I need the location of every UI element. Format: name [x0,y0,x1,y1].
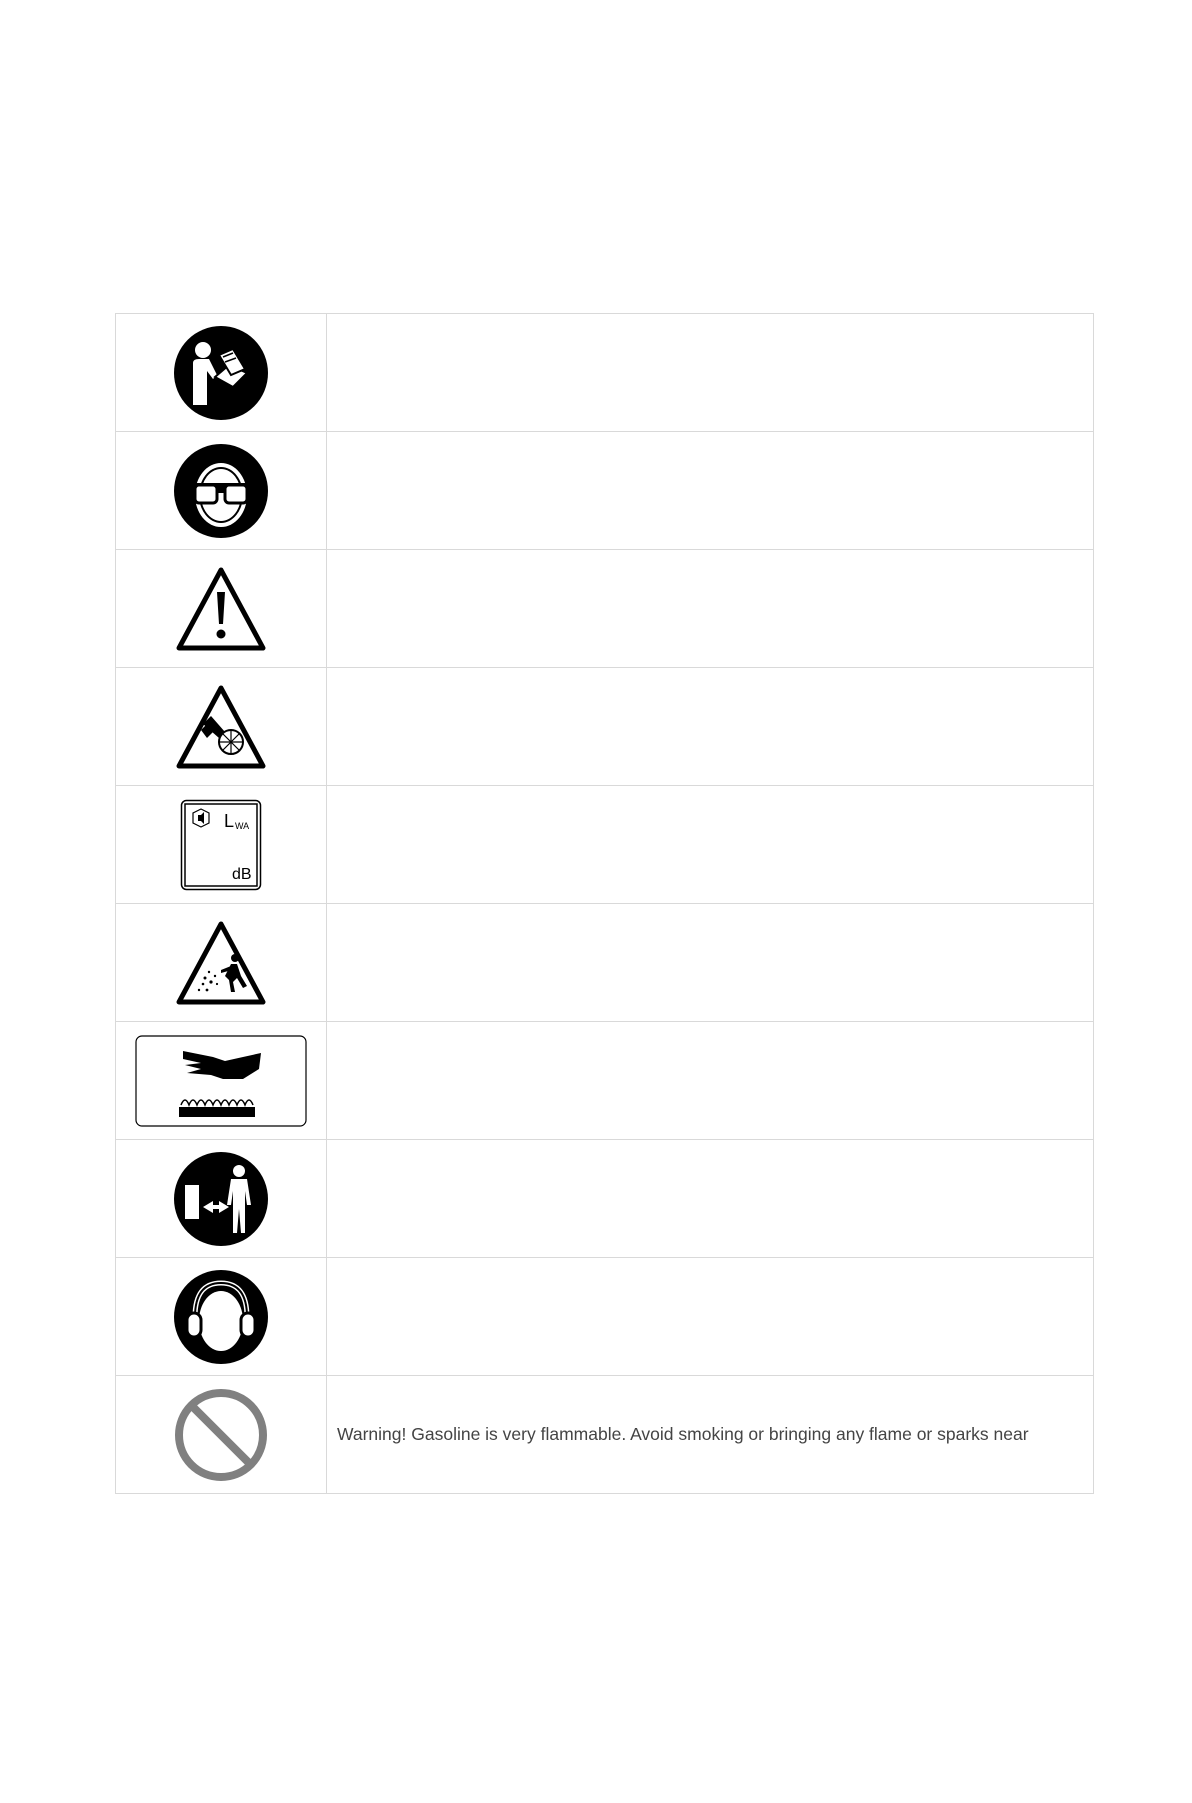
icon-cell [116,1022,327,1140]
description-cell [327,314,1094,432]
no-flame-prohibition-icon [173,1387,269,1483]
table-row [116,786,1094,904]
description-cell: Warning! Gasoline is very flammable. Avoid smoking or bringing any flame or sparks near [327,1376,1094,1494]
icon-cell [116,904,327,1022]
table-row [116,1140,1094,1258]
read-manual-icon [173,325,269,421]
eye-protection-icon [173,443,269,539]
table-row [116,550,1094,668]
sound-level-unit: dB [232,865,252,883]
table-row [116,668,1094,786]
icon-cell [116,432,327,550]
keep-distance-icon [173,1151,269,1247]
description-cell [327,1258,1094,1376]
table-row [116,1022,1094,1140]
hot-surface-icon [135,1035,307,1127]
sound-level-label: L [224,810,235,831]
description-cell [327,550,1094,668]
table-row [116,314,1094,432]
table-row [116,1258,1094,1376]
ear-protection-icon [173,1269,269,1365]
warning-triangle-icon [175,566,267,652]
sound-power-level-icon [180,799,262,891]
icon-cell [116,1258,327,1376]
safety-symbols-table [115,313,1094,1494]
description-cell [327,786,1094,904]
icon-cell [116,550,327,668]
description-cell [327,1022,1094,1140]
icon-cell [116,1140,327,1258]
description-cell [327,1140,1094,1258]
thrown-objects-warning-icon [175,920,267,1006]
table-row [116,1376,1094,1494]
description-cell [327,904,1094,1022]
icon-cell [116,668,327,786]
description-cell [327,432,1094,550]
description-cell [327,668,1094,786]
icon-cell [116,1376,327,1494]
rotating-blade-warning-icon [175,684,267,770]
table-row [116,904,1094,1022]
table-row [116,432,1094,550]
icon-cell [116,786,327,904]
sound-level-sublabel: WA [235,820,250,831]
icon-cell [116,314,327,432]
